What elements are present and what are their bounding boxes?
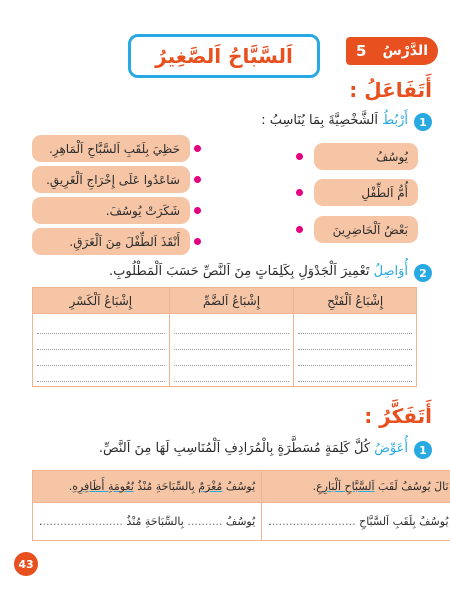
instruction-verb: أُعَوِّضُ bbox=[374, 441, 408, 456]
question-number-badge: 1 bbox=[414, 113, 432, 131]
sentence-cell: نَالَ يُوسُفُ لَقَبَ اَلسَّبَّاحِ اَلْبَارِعِ. bbox=[262, 471, 450, 503]
match-left-item[interactable]: شَكَرَتْ يُوسُفَ. bbox=[32, 197, 190, 224]
match-right-item[interactable]: أُمُّ اَلطِّفْلِ bbox=[314, 179, 418, 206]
instruction-verb: أَرْبُطُ bbox=[382, 113, 408, 128]
match-dot-icon[interactable] bbox=[296, 226, 303, 233]
underlined-word: نُعُومَةِ أَظَافِرِهِ bbox=[72, 480, 134, 493]
table-header-fatha: إِشْبَاعُ اَلْفَتْحِ bbox=[294, 288, 417, 314]
answer-cell[interactable]: يُوسُفُ بِلَقَبِ اَلسَّبَّاحِ ......................... bbox=[262, 503, 450, 541]
instruction-text: كُلَّ كَلِمَةٍ مُسَطَّرَةٍ بِالْمُرَادِفِ اَلْمُنَاسِبِ لَهَا مِنَ اَلنَّصِّ. bbox=[98, 441, 371, 456]
match-right-item[interactable]: يُوسُفُ bbox=[314, 143, 418, 170]
question-number-badge: 1 bbox=[414, 441, 432, 459]
sentence-cell: يُوسُفُ مُغْرَمٌ بِالسِّبَاحَةِ مُنْذُ نُعُومَةِ أَظَافِرِهِ. bbox=[33, 471, 262, 503]
lesson-label: الدَّرْسُ bbox=[382, 43, 428, 59]
match-left-item[interactable]: حَظِيَ بِلَقَبِ اَلسَّبَّاحِ اَلْمَاهِرِ. bbox=[32, 135, 190, 162]
section-heading-reflect: أَتَفَكَّرُ : bbox=[364, 404, 432, 428]
match-dot-icon[interactable] bbox=[194, 176, 201, 183]
table-header-damma: إِشْبَاعُ اَلضَّمِّ bbox=[169, 288, 294, 314]
underlined-word: مُغْرَمٌ bbox=[198, 480, 223, 493]
vowel-lengthening-table bbox=[32, 287, 417, 387]
synonym-table bbox=[32, 470, 450, 541]
match-dot-icon[interactable] bbox=[296, 189, 303, 196]
section-heading-interact: أَتَفَاعَلُ : bbox=[349, 78, 432, 102]
match-left-item[interactable]: أَنْقَذَ اَلطِّفْلَ مِنَ اَلْغَرَقِ. bbox=[32, 228, 190, 255]
answer-cell[interactable]: يُوسُفُ .......... بِالسِّبَاحَةِ مُنْذُ ........................ bbox=[33, 503, 262, 541]
match-left-item[interactable]: سَاعَدُوا عَلَى إِخْرَاجِ اَلْغَرِيقِ. bbox=[32, 166, 190, 193]
answer-cell[interactable] bbox=[169, 314, 294, 387]
answer-cell[interactable] bbox=[294, 314, 417, 387]
table-header-kasra: إِشْبَاعُ اَلْكَسْرِ bbox=[33, 288, 170, 314]
lesson-badge bbox=[346, 37, 438, 65]
instruction-text: اَلشَّخْصِيَّةَ بِمَا يُنَاسِبُ : bbox=[261, 113, 378, 128]
instruction-verb: أُوَاصِلُ bbox=[373, 264, 408, 279]
question-instruction bbox=[261, 113, 408, 128]
page-title-box bbox=[128, 34, 320, 78]
lesson-number: 5 bbox=[356, 42, 367, 60]
match-right-item[interactable]: بَعْضُ اَلْحَاضِرِينَ bbox=[314, 216, 418, 243]
question-instruction bbox=[99, 441, 408, 456]
match-dot-icon[interactable] bbox=[296, 153, 303, 160]
instruction-text: تَعْمِيرَ اَلْجَدْوَلِ بِكَلِمَاتٍ مِنَ اَلنَّصِّ حَسَبَ اَلْمَطْلُوبِ. bbox=[109, 264, 370, 279]
question-instruction bbox=[109, 264, 408, 279]
question-number-badge: 2 bbox=[414, 264, 432, 282]
page-number: 43 bbox=[14, 552, 38, 576]
match-dot-icon[interactable] bbox=[194, 238, 201, 245]
page-title: اَلسَّبَّاحُ اَلصَّغِيرُ bbox=[155, 44, 293, 68]
match-dot-icon[interactable] bbox=[194, 207, 201, 214]
underlined-word: اَلسَّبَّاحِ اَلْبَارِعِ bbox=[316, 480, 375, 493]
answer-cell[interactable] bbox=[33, 314, 170, 387]
match-dot-icon[interactable] bbox=[194, 145, 201, 152]
